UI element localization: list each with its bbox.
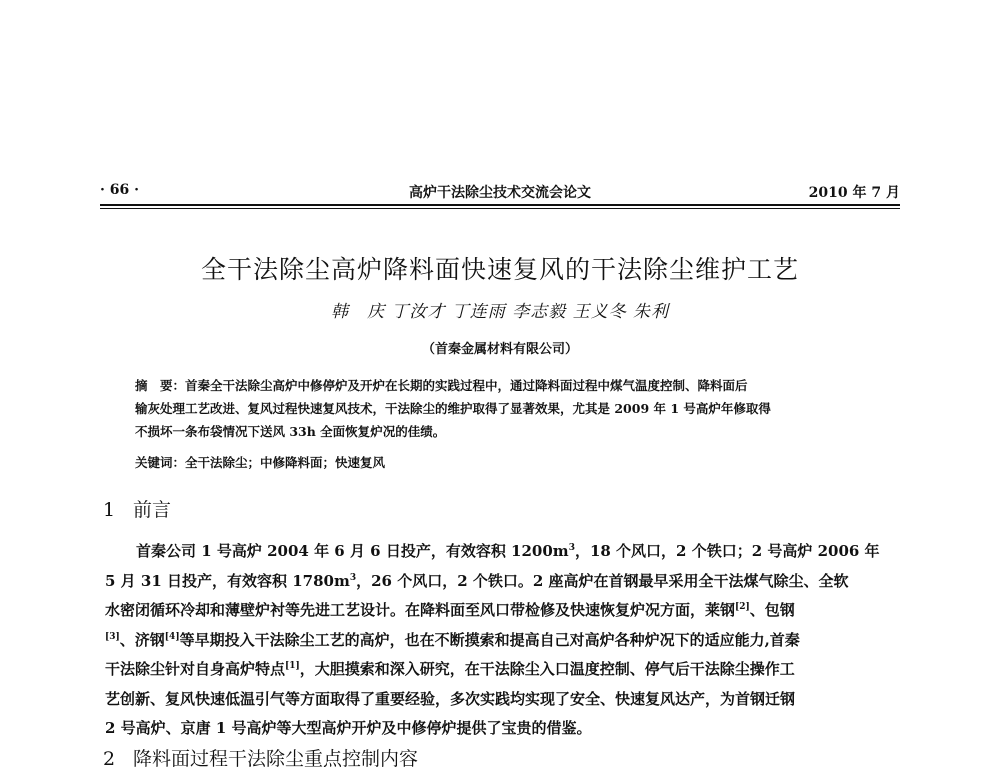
section-number: 2 — [103, 748, 116, 770]
keywords — [135, 453, 385, 471]
body-line — [105, 537, 900, 567]
section-number: 1 — [103, 499, 116, 521]
abstract-line: 输灰处理工艺改进、复风过程快速复风技术，干法除尘的维护取得了显著效果，尤其是 2009 年 1 号高炉年修取得 — [135, 401, 771, 416]
section-title: 前言 — [133, 499, 172, 521]
abstract-text: 首秦全干法除尘高炉中修停炉及开炉在长期的实践过程中，通过降料面过程中煤气温度控制、降料面后 — [185, 378, 748, 393]
body-text-run: ，26 个风口，2 个铁口。2 座高炉在首钢最早采用全干法煤气除尘、全软 — [356, 571, 849, 590]
superscript: 3 — [568, 543, 575, 553]
body-text-run: 水密闭循环冷却和薄壁炉衬等先进工艺设计。在降料面至风口带检修及快速恢复炉况方面，莱钢 — [105, 601, 736, 619]
paper-title: 全干法除尘高炉降料面快速复风的干法除尘维护工艺 — [200, 255, 799, 284]
citation: [1] — [285, 661, 300, 671]
citation: [2] — [735, 602, 750, 612]
body-line — [105, 567, 900, 597]
page-number: · 66 · — [100, 182, 139, 198]
body-text-run: ，18 个风口，2 个铁口；2 号高炉 2006 年 — [574, 542, 880, 560]
body-paragraph — [105, 537, 900, 744]
abstract-label: 摘 要： — [135, 378, 186, 393]
keywords-text: 全干法除尘；中修降料面；快速复风 — [185, 455, 386, 470]
section-heading — [103, 744, 418, 771]
body-line — [105, 626, 900, 656]
running-header — [100, 180, 900, 204]
superscript: 3 — [349, 572, 357, 583]
body-text-run: 等早期投入干法除尘工艺的高炉，也在不断摸索和提高自己对高炉各种炉况下的适应能力,首秦 — [179, 630, 800, 649]
journal-title: 高炉干法除尘技术交流会论文 — [409, 185, 591, 201]
section-title: 降料面过程干法除尘重点控制内容 — [133, 748, 419, 770]
body-text-run: ，大胆摸索和深入研究，在干法除尘入口温度控制、停气后干法除尘操作工 — [299, 660, 795, 678]
body-text-run: 、济钢 — [119, 630, 165, 649]
abstract-line — [135, 374, 875, 397]
citation: [4] — [164, 631, 180, 642]
body-line: 2 号高炉、京唐 1 号高炉等大型高炉开炉及中修停炉提供了宝贵的借鉴。 — [105, 719, 592, 737]
keywords-label: 关键词： — [135, 455, 186, 470]
header-rule-thick — [100, 204, 900, 206]
body-text-run: 、包钢 — [749, 601, 795, 619]
affiliation: （首秦金属材料有限公司） — [421, 342, 578, 357]
body-line — [105, 655, 900, 685]
body-line — [105, 596, 900, 626]
body-text-run: 干法除尘针对自身高炉特点 — [105, 660, 286, 678]
body-text-run: 5 月 31 日投产，有效容积 1780m — [105, 571, 350, 590]
author-list: 韩 庆 丁汝才 丁连雨 李志毅 王义冬 朱利 — [330, 302, 670, 322]
body-text-run: 首秦公司 1 号高炉 2004 年 6 月 6 日投产，有效容积 1200m — [136, 542, 569, 560]
issue-date: 2010 年 7 月 — [808, 185, 900, 201]
body-line: 艺创新、复风快速低温引气等方面取得了重要经验，多次实践均实现了安全、快速复风达产，为首钢迁钢 — [105, 689, 796, 708]
section-heading — [103, 495, 171, 522]
header-rule-thin — [100, 208, 900, 209]
abstract — [135, 374, 875, 443]
abstract-line: 不损坏一条布袋情况下送风 33h 全面恢复炉况的佳绩。 — [135, 424, 446, 439]
citation: [3] — [105, 631, 120, 642]
